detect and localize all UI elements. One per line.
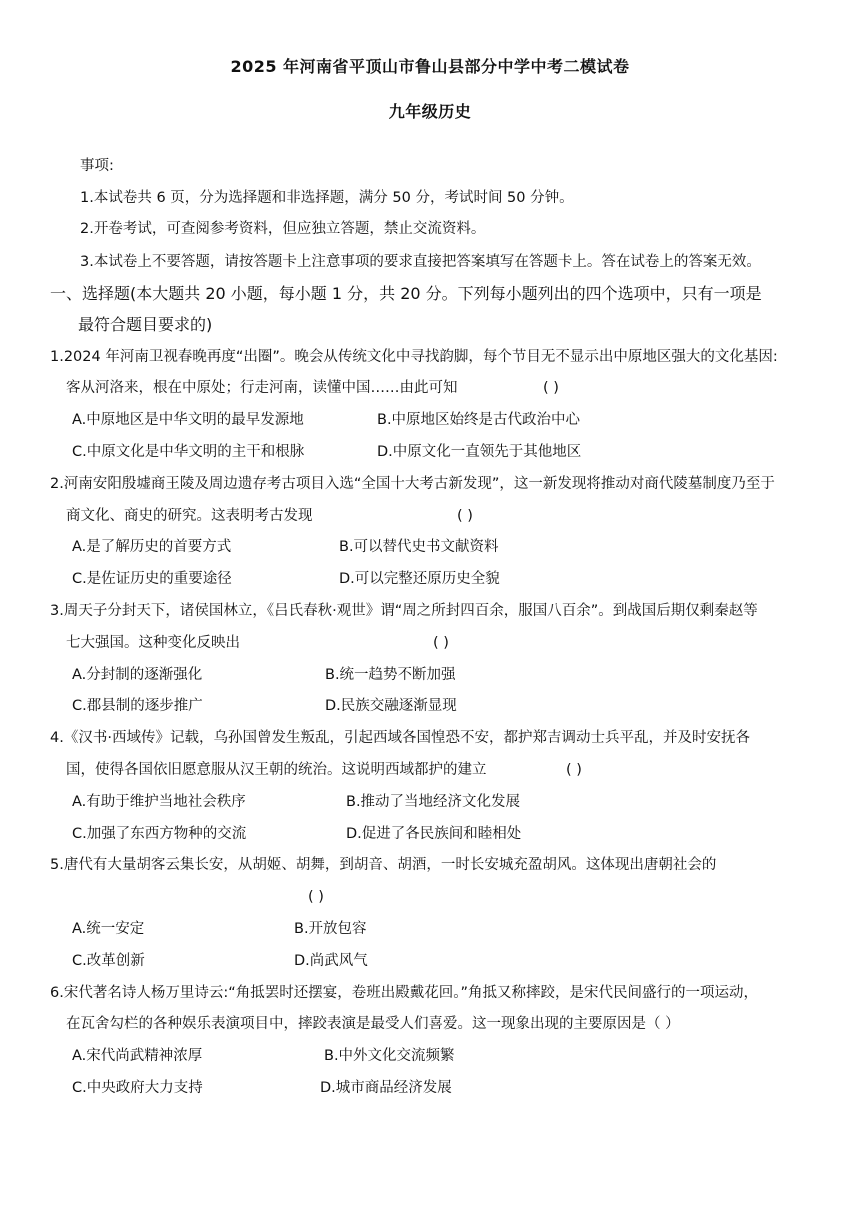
q2-option-c: C.是佐证历史的重要途径: [72, 571, 232, 587]
q1-line1: 1.2024 年河南卫视春晚再度“出圈”。晚会从传统文化中寻找韵脚，每个节目无不显示出中原地区强大的文化基因:: [50, 349, 778, 365]
q6-option-b: B.中外文化交流频繁: [324, 1048, 455, 1064]
q5-option-a: A.统一安定: [72, 921, 145, 937]
notice-item-1: 1.本试卷共 6 页，分为选择题和非选择题，满分 50 分，考试时间 50 分钟。: [80, 190, 574, 206]
section-heading-line1: 一、选择题(本大题共 20 小题，每小题 1 分，共 20 分。下列每小题列出的四个选项中，只有一项是: [50, 284, 762, 303]
q2-option-b: B.可以替代史书文献资料: [339, 539, 499, 555]
q4-line2: 国，使得各国依旧愿意服从汉王朝的统治。这说明西域都护的建立: [66, 762, 487, 778]
q5-line1: 5.唐代有大量胡客云集长安，从胡姬、胡舞，到胡音、胡酒，一时长安城充盈胡风。这体现出唐朝社会的: [50, 857, 717, 873]
q1-option-a: A.中原地区是中华文明的最早发源地: [72, 412, 304, 428]
q2-option-a: A.是了解历史的首要方式: [72, 539, 232, 555]
q1-option-b: B.中原地区始终是古代政治中心: [377, 412, 581, 428]
q2-line2: 商文化、商史的研究。这表明考古发现: [66, 508, 313, 524]
q6-line2: 在瓦舍勾栏的各种娱乐表演项目中，摔跤表演是最受人们喜爱。这一现象出现的主要原因是（ ）: [66, 1016, 680, 1032]
q6-line1: 6.宋代著名诗人杨万里诗云:“角抵罢时还摆宴，卷班出殿戴花回。”角抵又称摔跤，是宋代民间盛行的一项运动，: [50, 985, 758, 1001]
q4-answer-paren: ( ): [566, 762, 582, 778]
exam-subtitle: 九年级历史: [388, 102, 472, 121]
q6-option-c: C.中央政府大力支持: [72, 1080, 203, 1096]
q6-option-a: A.宋代尚武精神浓厚: [72, 1048, 203, 1064]
q1-answer-paren: ( ): [543, 380, 559, 396]
q1-option-c: C.中原文化是中华文明的主干和根脉: [72, 444, 305, 460]
q2-answer-paren: ( ): [457, 508, 473, 524]
q1-option-d: D.中原文化一直领先于其他地区: [377, 444, 582, 460]
exam-title: 2025 年河南省平顶山市鲁山县部分中学中考二模试卷: [230, 57, 630, 76]
q3-option-d: D.民族交融逐渐显现: [325, 698, 457, 714]
q4-line1: 4.《汉书·西域传》记载，乌孙国曾发生叛乱，引起西域各国惶恐不安，都护郑吉调动士兵平乱，并及时安抚各: [50, 730, 750, 746]
q5-option-d: D.尚武风气: [294, 953, 368, 969]
q4-option-a: A.有助于维护当地社会秩序: [72, 794, 246, 810]
notice-heading: 事项:: [80, 158, 114, 174]
q3-option-c: C.郡县制的逐步推广: [72, 698, 203, 714]
q5-option-b: B.开放包容: [294, 921, 367, 937]
q5-answer-paren: ( ): [308, 889, 324, 905]
q2-line1: 2.河南安阳殷墟商王陵及周边遗存考古项目入选“全国十大考古新发现”，这一新发现将推动对商代陵墓制度乃至于: [50, 476, 775, 492]
q4-option-c: C.加强了东西方物种的交流: [72, 826, 247, 842]
q5-option-c: C.改革创新: [72, 953, 145, 969]
section-heading-line2: 最符合题目要求的): [78, 315, 213, 334]
q1-line2: 客从河洛来，根在中原处；行走河南，读懂中国……由此可知: [66, 380, 458, 396]
q3-option-a: A.分封制的逐渐强化: [72, 667, 203, 683]
q4-option-b: B.推动了当地经济文化发展: [346, 794, 521, 810]
q2-option-d: D.可以完整还原历史全貌: [339, 571, 500, 587]
q3-answer-paren: ( ): [433, 635, 449, 651]
q3-line2: 七大强国。这种变化反映出: [66, 635, 240, 651]
q3-option-b: B.统一趋势不断加强: [325, 667, 456, 683]
q4-option-d: D.促进了各民族间和睦相处: [346, 826, 522, 842]
q3-line1: 3.周天子分封天下，诸侯国林立，《吕氏春秋·观世》谓“周之所封四百余，服国八百余”。到战国后期仅剩秦赵等: [50, 603, 758, 619]
notice-item-3: 3.本试卷上不要答题，请按答题卡上注意事项的要求直接把答案填写在答题卡上。答在试卷上的答案无效。: [80, 254, 761, 270]
q6-option-d: D.城市商品经济发展: [320, 1080, 452, 1096]
notice-item-2: 2.开卷考试，可查阅参考资料，但应独立答题，禁止交流资料。: [80, 221, 486, 237]
